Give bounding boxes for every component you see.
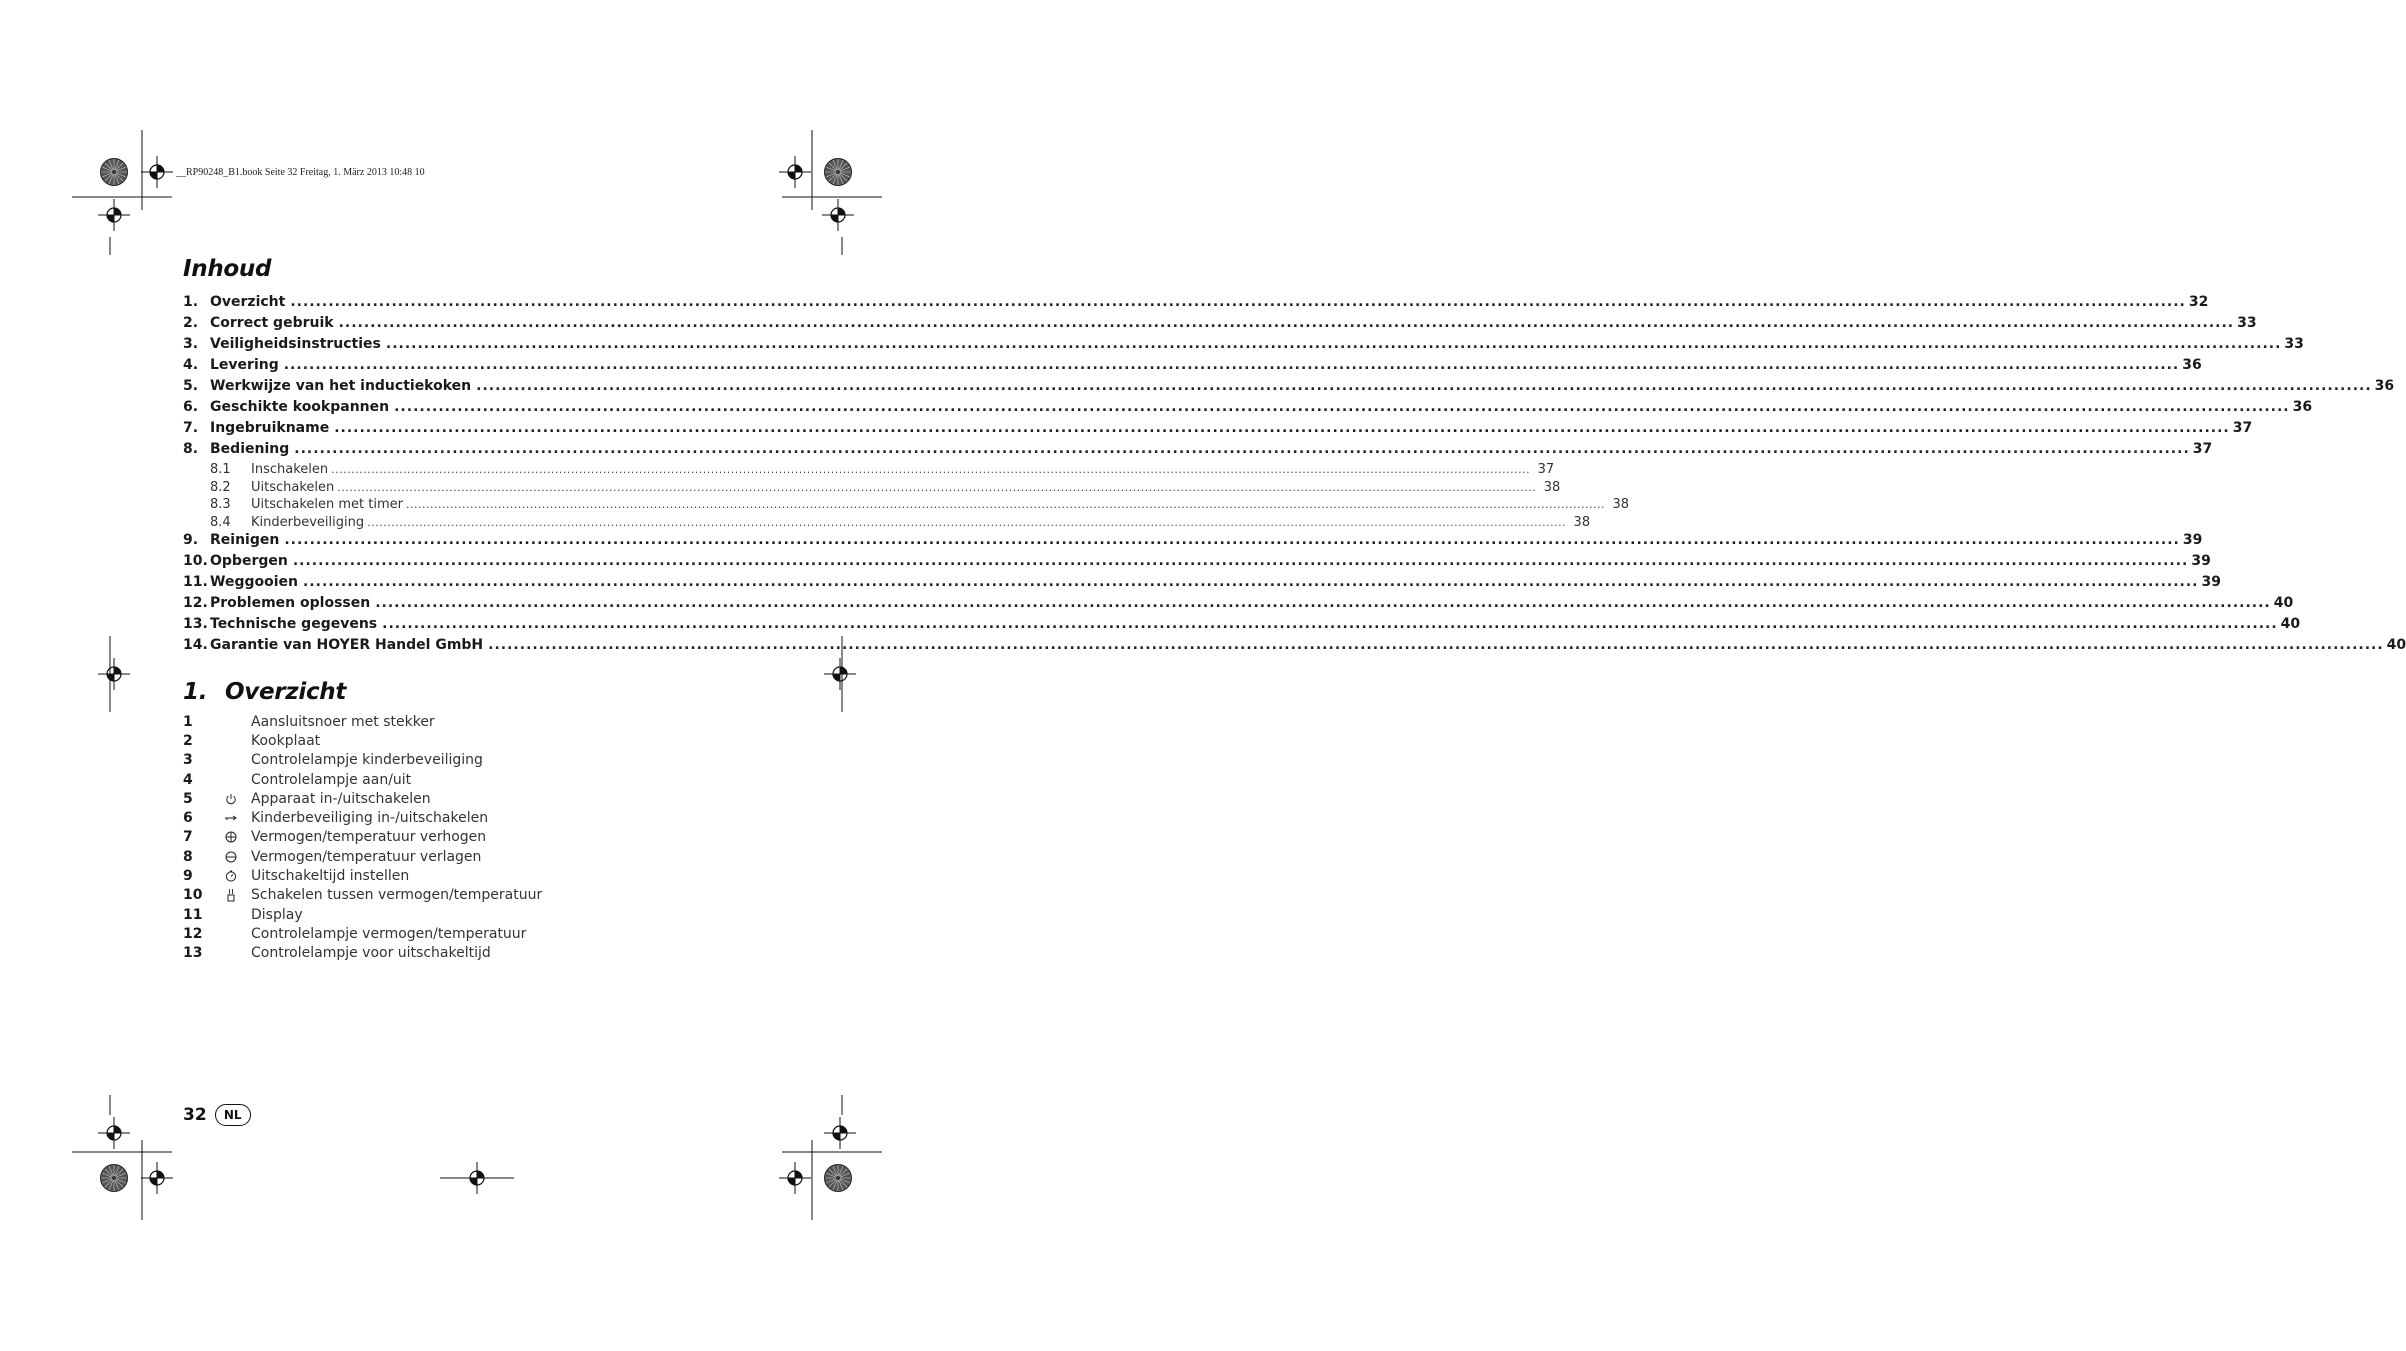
- toc-entry-page: 33: [2284, 336, 2304, 352]
- part-label: Display: [251, 906, 303, 923]
- toc-entry-page: 40: [2280, 616, 2301, 633]
- toc-leader-dots: ............................................................................................................................................................................................................................................................................................................: [488, 637, 2384, 654]
- toc-entry-title: Reinigen: [210, 532, 280, 549]
- part-label: Uitschakeltijd instellen: [251, 868, 410, 885]
- toc-entry[interactable]: [183, 399, 2313, 420]
- part-number: 11: [183, 906, 203, 923]
- toc-entry-title: Inschakelen: [251, 462, 329, 477]
- part-label: Controlelampje voor uitschakeltijd: [251, 945, 491, 962]
- toc-entry-number: 3.: [183, 336, 199, 352]
- toc-entry-title: Overzicht: [210, 294, 286, 310]
- part-number: 9: [183, 868, 193, 885]
- part-item: [183, 886, 743, 905]
- toc-entry-page: 33: [2237, 315, 2257, 331]
- toc-leader-dots: ............................................................................................................................................................................................................................................................................................................: [385, 336, 2282, 352]
- toc-entry-number: 7.: [183, 420, 199, 436]
- toc-entry-title: Opbergen: [210, 553, 288, 570]
- part-label: Vermogen/temperatuur verlagen: [251, 848, 482, 865]
- toc-entry-page: 39: [2201, 574, 2221, 591]
- toc-entry-page: 37: [2192, 441, 2213, 457]
- toc-entry-number: 8.1: [210, 462, 231, 477]
- part-label: Controlelampje kinderbeveiliging: [251, 752, 483, 769]
- toc-entry-title: Uitschakelen met timer: [251, 497, 404, 513]
- toc-entry-page: 38: [1573, 514, 1591, 530]
- part-icon-slot: [210, 851, 251, 863]
- toc-entry[interactable]: [183, 420, 2253, 441]
- power-icon: [225, 793, 237, 805]
- toc-entry-title: Bediening: [210, 441, 290, 457]
- toc-entry-title: Veiligheidsinstructies: [210, 336, 381, 352]
- toc-entry-title: Weggooien: [210, 574, 298, 591]
- toc-entry-number: 5.: [183, 378, 199, 394]
- toc-subentry[interactable]: [183, 514, 1591, 533]
- toc-leader-dots: ............................................................................................................................................................................................................................................................................................................: [294, 441, 2190, 457]
- page-number: 32: [183, 1105, 207, 1125]
- part-label: Aansluitsnoer met stekker: [251, 713, 435, 730]
- part-number: 8: [183, 848, 193, 865]
- part-label: Controlelampje aan/uit: [251, 771, 412, 788]
- toc-entry-number: 6.: [183, 399, 199, 415]
- part-label: Kinderbeveiliging in-/uitschakelen: [251, 810, 489, 827]
- minus-circle-icon: [225, 851, 237, 863]
- toc-entry-title: Geschikte kookpannen: [210, 399, 390, 415]
- toc-entry-title: Uitschakelen: [251, 479, 335, 495]
- toc-leader-dots: ............................................................................................................................................................................................................................................................................................................: [406, 498, 1605, 512]
- toc-entry-title: Problemen oplossen: [210, 595, 371, 612]
- table-of-contents: [183, 294, 2406, 658]
- toc-entry-number: 8.2: [210, 479, 231, 495]
- toc-entry-title: Technische gegevens: [210, 616, 378, 633]
- part-item: [183, 924, 743, 943]
- part-number: 6: [183, 810, 193, 827]
- part-item: [183, 808, 743, 827]
- toc-entry-page: 37: [2232, 420, 2253, 436]
- part-number: 1: [183, 713, 193, 730]
- toc-entry[interactable]: [183, 595, 2294, 616]
- part-number: 3: [183, 752, 193, 769]
- part-item: [183, 751, 743, 770]
- toc-entry[interactable]: [183, 532, 2203, 553]
- toc-entry-page: 39: [2191, 553, 2211, 570]
- part-item: [183, 828, 743, 847]
- toc-entry-page: 38: [1543, 479, 1561, 495]
- section-heading-overview: [183, 679, 346, 705]
- toc-entry-number: 13.: [183, 616, 208, 633]
- toc-entry-page: 40: [2386, 637, 2406, 654]
- toc-entry[interactable]: [183, 357, 2202, 378]
- toc-entry[interactable]: [183, 315, 2257, 336]
- key-icon: [224, 813, 238, 823]
- parts-list: [183, 712, 743, 963]
- toc-entry-page: 37: [1537, 462, 1555, 477]
- part-label: Controlelampje vermogen/temperatuur: [251, 925, 527, 942]
- toc-leader-dots: ............................................................................................................................................................................................................................................................................................................: [367, 515, 1567, 529]
- toc-entry-page: 38: [1612, 497, 1629, 513]
- toc-entry-number: 8.: [183, 441, 199, 457]
- toc-entry-number: 9.: [183, 532, 199, 549]
- toc-title: Inhoud: [183, 256, 272, 282]
- toc-entry-page: 32: [2188, 294, 2209, 310]
- toc-subentry[interactable]: [183, 479, 1561, 498]
- part-item: [183, 712, 743, 731]
- toc-entry-title: Werkwijze van het inductiekoken: [210, 378, 472, 394]
- toc-leader-dots: ............................................................................................................................................................................................................................................................................................................: [394, 399, 2290, 415]
- toc-entry[interactable]: [183, 616, 2301, 637]
- toc-entry[interactable]: [183, 637, 2406, 658]
- part-item: [183, 847, 743, 866]
- part-number: 4: [183, 771, 193, 788]
- toc-leader-dots: ............................................................................................................................................................................................................................................................................................................: [292, 553, 2189, 570]
- toc-entry-page: 40: [2273, 595, 2294, 612]
- section-number: 1.: [183, 679, 208, 705]
- toc-leader-dots: ............................................................................................................................................................................................................................................................................................................: [331, 463, 1531, 476]
- toc-entry-number: 1.: [183, 294, 199, 310]
- toc-entry[interactable]: [183, 553, 2211, 574]
- part-item: [183, 731, 743, 750]
- toc-entry-title: Garantie van HOYER Handel GmbH: [210, 637, 484, 654]
- toc-entry[interactable]: [183, 336, 2304, 357]
- toc-entry-number: 14.: [183, 637, 208, 654]
- toc-leader-dots: ............................................................................................................................................................................................................................................................................................................: [283, 357, 2180, 373]
- part-icon-slot: [210, 888, 251, 902]
- part-number: 13: [183, 945, 203, 962]
- toc-entry-number: 10.: [183, 553, 208, 570]
- toc-entry-title: Kinderbeveiliging: [251, 514, 365, 530]
- toc-entry-page: 39: [2182, 532, 2203, 549]
- toc-entry-title: Ingebruikname: [210, 420, 330, 436]
- part-item: [183, 944, 743, 963]
- toc-leader-dots: ............................................................................................................................................................................................................................................................................................................: [338, 315, 2235, 331]
- part-label: Kookplaat: [251, 732, 321, 749]
- toc-entry-title: Correct gebruik: [210, 315, 334, 331]
- part-icon-slot: [210, 870, 251, 882]
- toc-entry-number: 11.: [183, 574, 208, 591]
- timer-icon: [225, 870, 237, 882]
- part-label: Apparaat in-/uitschakelen: [251, 790, 431, 807]
- part-icon-slot: [210, 831, 251, 843]
- toc-entry[interactable]: [183, 378, 2395, 399]
- part-item: [183, 905, 743, 924]
- part-number: 7: [183, 829, 193, 846]
- toc-entry-page: 36: [2292, 399, 2313, 415]
- part-label: Schakelen tussen vermogen/temperatuur: [251, 887, 543, 904]
- toc-entry[interactable]: [183, 574, 2221, 595]
- part-item: [183, 866, 743, 885]
- toc-leader-dots: ............................................................................................................................................................................................................................................................................................................: [337, 480, 1537, 494]
- toc-entry[interactable]: [183, 441, 2213, 462]
- toc-leader-dots: ............................................................................................................................................................................................................................................................................................................: [476, 378, 2372, 394]
- toc-subentry[interactable]: [183, 462, 1555, 480]
- part-number: 2: [183, 732, 193, 749]
- part-item: [183, 770, 743, 789]
- part-number: 5: [183, 790, 193, 807]
- part-item: [183, 789, 743, 808]
- mode-switch-icon: [226, 888, 236, 902]
- print-registration-marks: [0, 0, 954, 1351]
- toc-entry-number: 2.: [183, 315, 199, 331]
- toc-leader-dots: ............................................................................................................................................................................................................................................................................................................: [290, 294, 2186, 310]
- plus-circle-icon: [225, 831, 237, 843]
- toc-entry-page: 36: [2182, 357, 2202, 373]
- toc-leader-dots: ............................................................................................................................................................................................................................................................................................................: [284, 532, 2180, 549]
- page-footer: [183, 1104, 251, 1126]
- toc-leader-dots: ............................................................................................................................................................................................................................................................................................................: [375, 595, 2271, 612]
- toc-leader-dots: ............................................................................................................................................................................................................................................................................................................: [334, 420, 2230, 436]
- toc-entry-number: 12.: [183, 595, 208, 612]
- section-title: Overzicht: [225, 679, 347, 705]
- part-icon-slot: [210, 813, 251, 823]
- part-number: 12: [183, 925, 203, 942]
- part-number: 10: [183, 887, 203, 904]
- language-badge: NL: [215, 1104, 251, 1126]
- toc-entry[interactable]: [183, 294, 2209, 315]
- toc-entry-number: 4.: [183, 357, 199, 373]
- toc-entry-number: 8.4: [210, 514, 231, 530]
- toc-subentry[interactable]: [183, 497, 1629, 515]
- toc-entry-title: Levering: [210, 357, 279, 373]
- print-slug-header: __RP90248_B1.book Seite 32 Freitag, 1. März 2013 10:48 10: [176, 167, 425, 178]
- part-icon-slot: [210, 793, 251, 805]
- toc-entry-page: 36: [2374, 378, 2395, 394]
- toc-leader-dots: ............................................................................................................................................................................................................................................................................................................: [382, 616, 2278, 633]
- part-label: Vermogen/temperatuur verhogen: [251, 829, 487, 846]
- toc-entry-number: 8.3: [210, 497, 231, 513]
- toc-leader-dots: ............................................................................................................................................................................................................................................................................................................: [302, 574, 2199, 591]
